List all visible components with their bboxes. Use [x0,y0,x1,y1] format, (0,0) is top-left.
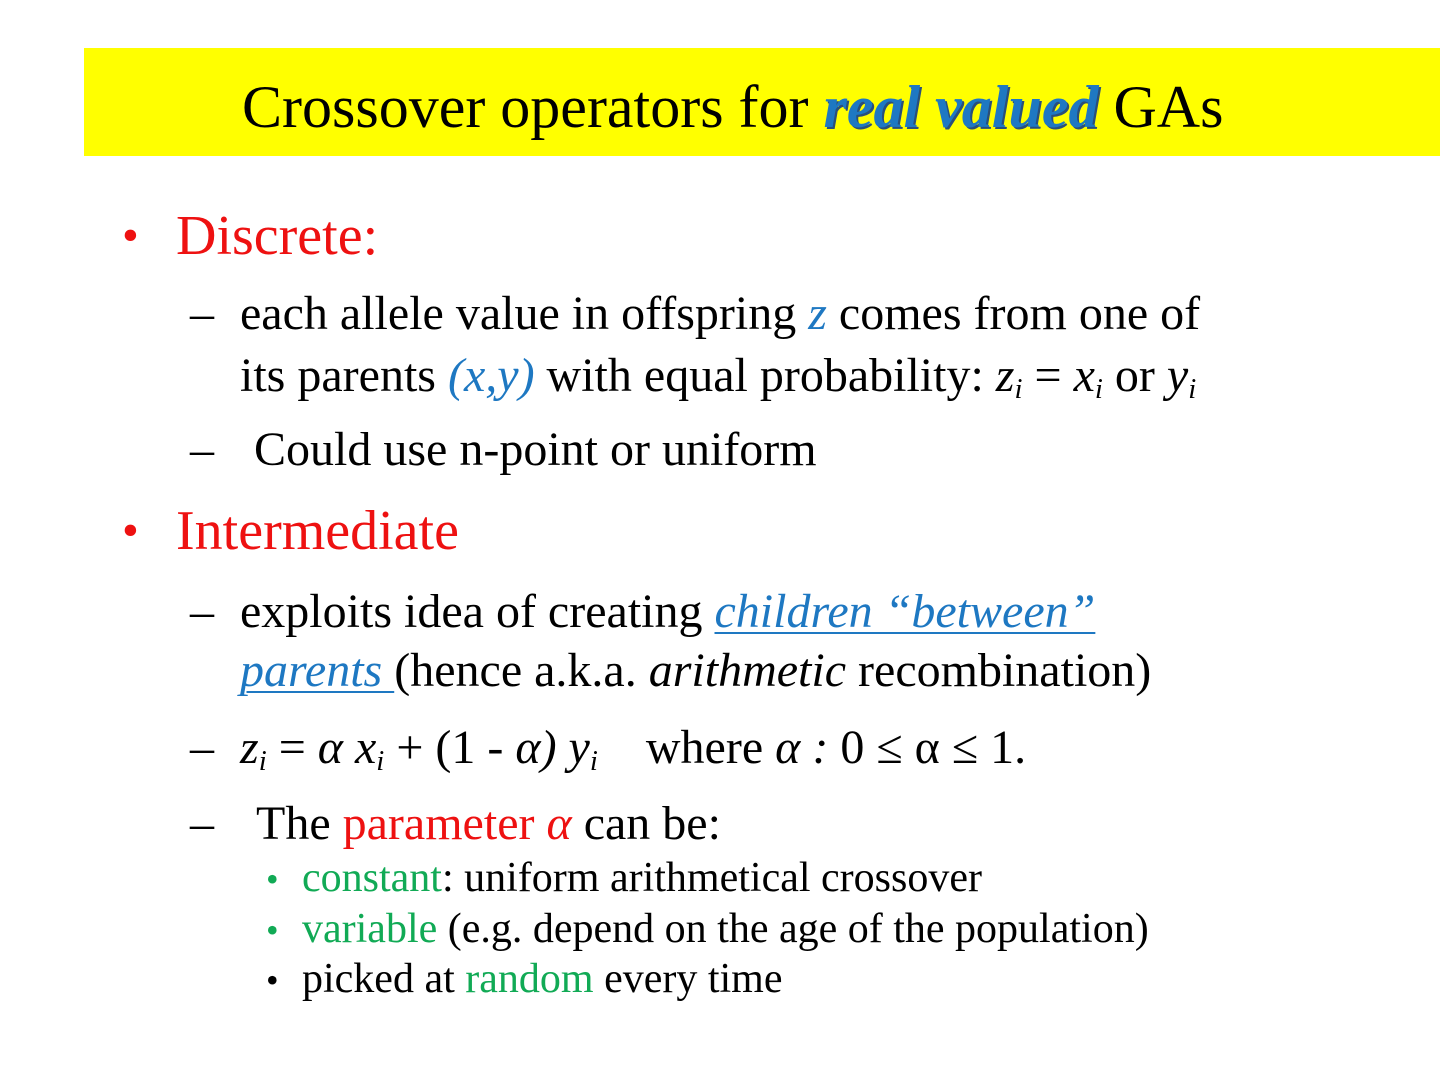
intermediate-item-3: The parameter α can be: [256,797,721,850]
intermediate-formula: $z_i = \alpha$ $x_i + (1 - \alpha)$ $y_i$ where α : 0 ≤ α ≤ 1. [240,721,1027,778]
intermediate-item-1-line-2: parents (hence a.k.a. arithmetic recombination) [240,644,1152,697]
title-emphasis: real valued [823,74,1099,140]
dash-icon: – [190,721,214,774]
dash-icon: – [190,585,214,638]
bullet-icon: • [122,209,139,262]
discrete-item-1-line-1: each allele value in offspring z comes from one of [240,287,1201,340]
slide-title: Crossover operators for real valued GAs [242,74,1224,140]
bullet-icon: • [122,504,139,557]
discrete-item-2: Could use n-point or uniform [254,423,817,476]
discrete-item-1-line-2: its parents (x,y) with equal probability: $z_i = x_i$ or $y_i$ [240,349,1197,406]
children-between-link[interactable]: children “between” [714,585,1096,638]
dash-icon: – [190,287,214,340]
bullet-icon: • [266,960,279,1000]
subitem-random: picked at random every time [302,956,783,1002]
heading-discrete: Discrete: [176,205,379,267]
bullet-icon: • [266,910,279,950]
subitem-constant: constant: uniform arithmetical crossover [302,855,982,901]
heading-intermediate: Intermediate [176,500,459,562]
subitem-variable: variable (e.g. depend on the age of the population) [302,906,1149,952]
intermediate-item-1-line-1: exploits idea of creating children “between” [240,585,1096,638]
dash-icon: – [190,423,214,476]
bullet-icon: • [266,859,279,899]
parents-link[interactable]: parents [240,644,395,697]
dash-icon: – [190,797,214,850]
